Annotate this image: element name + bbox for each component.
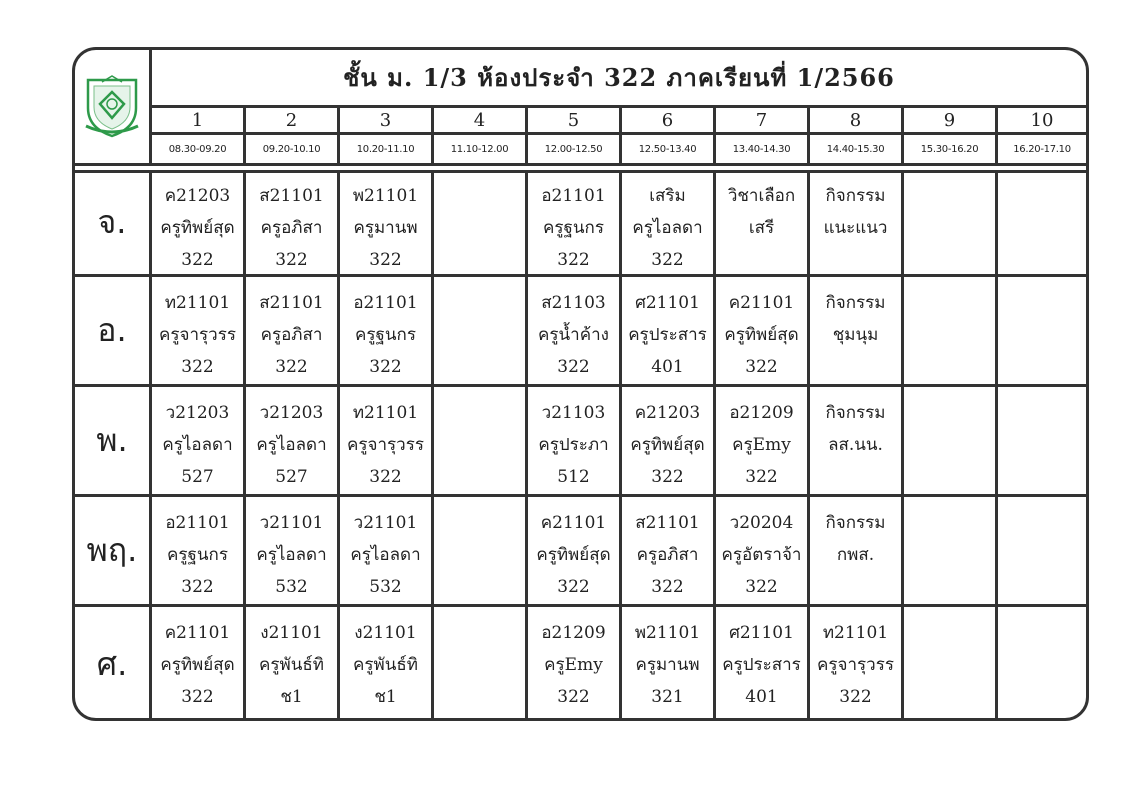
day-label: พ.	[75, 387, 152, 494]
room-number: 322	[181, 577, 214, 597]
subject-code: พ21101	[352, 186, 419, 206]
subject-code: ส21101	[259, 293, 324, 313]
day-row	[75, 387, 1086, 497]
teacher-name: ครูฐนกร	[167, 545, 228, 565]
schedule-cell	[152, 277, 246, 384]
period-time: 14.40-15.30	[810, 135, 904, 163]
room-number: 322	[557, 577, 590, 597]
room-number: 532	[369, 577, 402, 597]
day-row	[75, 607, 1086, 721]
schedule-cell	[810, 277, 904, 384]
room-number: 401	[745, 687, 778, 707]
period-number: 5	[528, 108, 622, 132]
subject-code: ค21101	[540, 513, 607, 533]
day-label: อ.	[75, 277, 152, 384]
room-number: 322	[369, 467, 402, 487]
teacher-name: ครูอภิสา	[260, 325, 323, 345]
teacher-name: ครูไอลดา	[256, 545, 327, 565]
room-number: 401	[651, 357, 684, 377]
period-number: 6	[622, 108, 716, 132]
teacher-name: ครูจารุวรร	[347, 435, 424, 455]
schedule-cell	[622, 277, 716, 384]
period-time: 15.30-16.20	[904, 135, 998, 163]
schedule-cell	[434, 607, 528, 721]
schedule-cell	[340, 277, 434, 384]
page-title: ชั้น ม. 1/3 ห้องประจำ 322 ภาคเรียนที่ 1/2566	[152, 50, 1086, 108]
room-number: ช1	[374, 687, 397, 707]
teacher-name: ครูประสาร	[722, 655, 801, 675]
room-number: 322	[181, 687, 214, 707]
period-number: 9	[904, 108, 998, 132]
subject-code: ท21101	[164, 293, 231, 313]
schedule-cell	[716, 277, 810, 384]
period-time: 08.30-09.20	[152, 135, 246, 163]
subject-code: วิชาเลือก	[727, 186, 796, 206]
teacher-name: ครูไอลดา	[256, 435, 327, 455]
teacher-name: ครูไอลดา	[162, 435, 233, 455]
subject-code: อ21101	[541, 186, 606, 206]
schedule-cell	[622, 607, 716, 721]
schedule-cell	[716, 497, 810, 604]
subject-code: กิจกรรม	[825, 186, 886, 206]
day-label: ศ.	[75, 607, 152, 721]
subject-code: ว21101	[353, 513, 418, 533]
schedule-cell	[528, 170, 622, 274]
schedule-cell	[246, 607, 340, 721]
schedule-cell	[246, 497, 340, 604]
schedule-cell	[904, 170, 998, 274]
day-row	[75, 170, 1086, 277]
schedule-cell	[904, 497, 998, 604]
room-number: 527	[275, 467, 308, 487]
period-time: 13.40-14.30	[716, 135, 810, 163]
subject-code: อ21209	[541, 623, 606, 643]
schedule-cell	[434, 387, 528, 494]
teacher-name: ครูพันธ์ทิ	[259, 655, 324, 675]
room-number: 532	[275, 577, 308, 597]
subject-code: ส21101	[259, 186, 324, 206]
room-number: ช1	[280, 687, 303, 707]
schedule-cell	[622, 497, 716, 604]
schedule-cell	[434, 497, 528, 604]
teacher-name: ครูEmy	[732, 435, 791, 455]
day-label: พฤ.	[75, 497, 152, 604]
period-number: 2	[246, 108, 340, 132]
period-number: 1	[152, 108, 246, 132]
teacher-name: ครูทิพย์สุด	[630, 435, 705, 455]
schedule-cell	[152, 170, 246, 274]
teacher-name: ครูไอลดา	[632, 218, 703, 238]
schedule-cell	[340, 170, 434, 274]
schedule-cell	[528, 607, 622, 721]
day-row	[75, 497, 1086, 607]
schedule-cell	[152, 497, 246, 604]
teacher-name: ครูอัตราจ้า	[721, 545, 802, 565]
room-number: 322	[369, 250, 402, 270]
subject-code: เสริม	[649, 186, 686, 206]
subject-code: พ21101	[634, 623, 701, 643]
period-number-row	[152, 108, 1086, 135]
room-number: 322	[369, 357, 402, 377]
schedule-cell	[152, 607, 246, 721]
schedule-cell	[340, 497, 434, 604]
schedule-cell	[716, 607, 810, 721]
schedule-cell	[152, 387, 246, 494]
subject-code: อ21101	[353, 293, 418, 313]
subject-code: กิจกรรม	[825, 293, 886, 313]
schedule-cell	[246, 277, 340, 384]
teacher-name: เสรี	[748, 218, 775, 238]
teacher-name: ครูมานพ	[353, 218, 418, 238]
period-time: 12.00-12.50	[528, 135, 622, 163]
room-number: 322	[557, 687, 590, 707]
teacher-name: ครูพันธ์ทิ	[353, 655, 418, 675]
teacher-name: ลส.นน.	[828, 435, 883, 455]
schedule-cell	[622, 170, 716, 274]
schedule-cell	[246, 387, 340, 494]
schedule-cell	[622, 387, 716, 494]
period-number: 7	[716, 108, 810, 132]
subject-code: ศ21101	[635, 293, 700, 313]
subject-code: ค21203	[164, 186, 231, 206]
period-number: 8	[810, 108, 904, 132]
period-number: 3	[340, 108, 434, 132]
subject-code: ส21101	[635, 513, 700, 533]
schedule-cell	[810, 497, 904, 604]
schedule-cell	[810, 607, 904, 721]
schedule-cell	[716, 170, 810, 274]
room-number: 322	[181, 357, 214, 377]
period-time: 10.20-11.10	[340, 135, 434, 163]
subject-code: อ21101	[165, 513, 230, 533]
subject-code: ง21101	[260, 623, 323, 643]
subject-code: ว20204	[729, 513, 794, 533]
teacher-name: ครูฐนกร	[543, 218, 604, 238]
schedule-cell	[904, 277, 998, 384]
subject-code: ว21103	[541, 403, 606, 423]
teacher-name: ครูอภิสา	[260, 218, 323, 238]
teacher-name: ครูประสาร	[628, 325, 707, 345]
period-time-row	[152, 135, 1086, 166]
subject-code: อ21209	[729, 403, 794, 423]
schedule-cell	[434, 277, 528, 384]
room-number: 322	[651, 250, 684, 270]
subject-code: ว21101	[259, 513, 324, 533]
teacher-name: แนะแนว	[823, 218, 888, 238]
teacher-name: ครูมานพ	[635, 655, 700, 675]
room-number: 322	[275, 250, 308, 270]
room-number: 322	[651, 467, 684, 487]
subject-code: ว21203	[259, 403, 324, 423]
schedule-cell	[998, 607, 1086, 721]
subject-code: กิจกรรม	[825, 403, 886, 423]
logo-cell	[75, 50, 152, 166]
schedule-cell	[528, 497, 622, 604]
subject-code: ค21101	[728, 293, 795, 313]
teacher-name: ครูฐนกร	[355, 325, 416, 345]
teacher-name: ครูEmy	[544, 655, 603, 675]
schedule-cell	[998, 387, 1086, 494]
subject-code: ส21103	[541, 293, 606, 313]
subject-code: ท21101	[352, 403, 419, 423]
subject-code: ค21101	[164, 623, 231, 643]
room-number: 322	[275, 357, 308, 377]
schedule-cell	[810, 387, 904, 494]
teacher-name: ครูไอลดา	[350, 545, 421, 565]
teacher-name: ครูทิพย์สุด	[536, 545, 611, 565]
subject-code: ว21203	[165, 403, 230, 423]
teacher-name: ครูอภิสา	[636, 545, 699, 565]
room-number: 527	[181, 467, 214, 487]
period-time: 16.20-17.10	[1013, 143, 1071, 155]
subject-code: ค21203	[634, 403, 701, 423]
period-number: 4	[434, 108, 528, 132]
subject-code: ง21101	[354, 623, 417, 643]
schedule-cell	[998, 170, 1086, 274]
room-number: 322	[839, 687, 872, 707]
teacher-name: ชุมนุม	[832, 325, 879, 345]
room-number: 322	[651, 577, 684, 597]
schedule-cell	[904, 387, 998, 494]
subject-code: กิจกรรม	[825, 513, 886, 533]
school-shield-logo-icon	[82, 74, 142, 140]
schedule-cell	[340, 607, 434, 721]
period-number: 10	[1030, 109, 1054, 131]
room-number: 512	[557, 467, 590, 487]
schedule-cell	[528, 277, 622, 384]
timetable	[72, 47, 1089, 721]
teacher-name: ครูทิพย์สุด	[724, 325, 799, 345]
subject-code: ศ21101	[729, 623, 794, 643]
teacher-name: ครูจารุวรร	[817, 655, 894, 675]
teacher-name: ครูทิพย์สุด	[160, 218, 235, 238]
schedule-cell	[528, 387, 622, 494]
room-number: 322	[745, 577, 778, 597]
schedule-cell	[716, 387, 810, 494]
period-time: 11.10-12.00	[434, 135, 528, 163]
room-number: 322	[181, 250, 214, 270]
schedule-cell	[998, 497, 1086, 604]
teacher-name: กพส.	[836, 545, 875, 565]
day-label: จ.	[75, 170, 152, 274]
room-number: 322	[557, 357, 590, 377]
day-row	[75, 277, 1086, 387]
schedule-cell	[998, 277, 1086, 384]
schedule-cell	[904, 607, 998, 721]
schedule-cell	[340, 387, 434, 494]
schedule-cell	[434, 170, 528, 274]
room-number: 322	[745, 467, 778, 487]
subject-code: ท21101	[822, 623, 889, 643]
schedule-cell	[810, 170, 904, 274]
period-time: 12.50-13.40	[622, 135, 716, 163]
room-number: 322	[557, 250, 590, 270]
teacher-name: ครูจารุวรร	[159, 325, 236, 345]
room-number: 322	[745, 357, 778, 377]
period-time: 09.20-10.10	[246, 135, 340, 163]
room-number: 321	[651, 687, 684, 707]
schedule-cell	[246, 170, 340, 274]
teacher-name: ครูน้ำค้าง	[538, 325, 609, 345]
teacher-name: ครูประภา	[538, 435, 609, 455]
teacher-name: ครูทิพย์สุด	[160, 655, 235, 675]
